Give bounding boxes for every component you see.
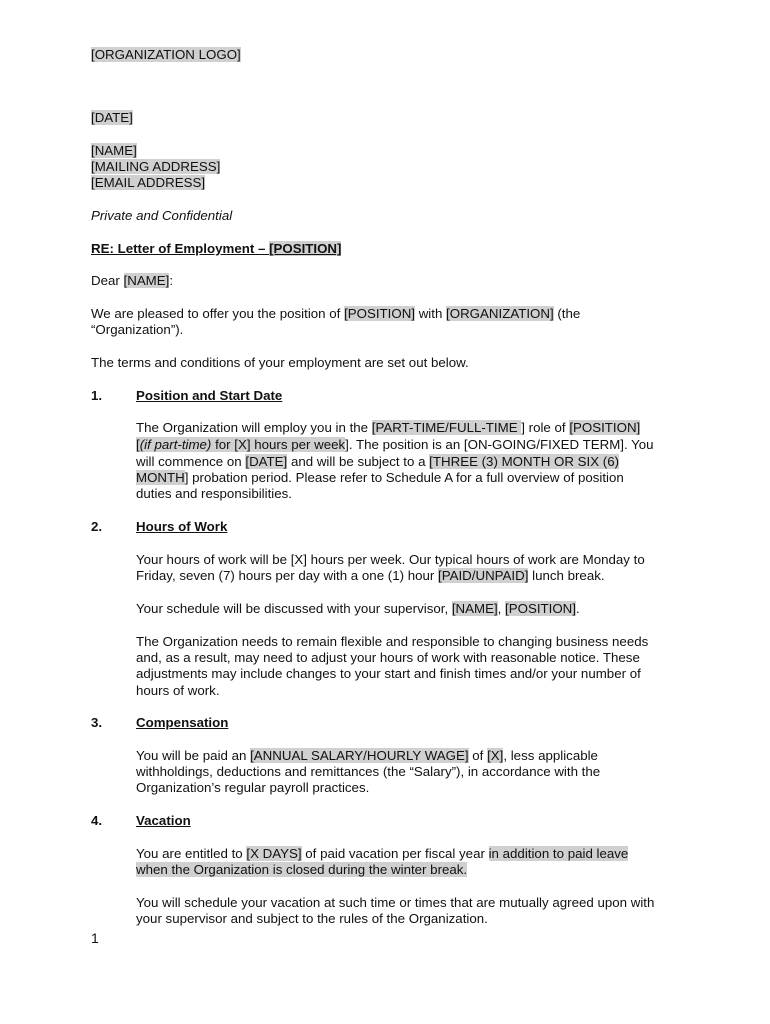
confidential-notice: Private and Confidential: [91, 208, 233, 223]
section-1-number: 1.: [91, 388, 103, 403]
section-3-line-2: withholdings, deductions and remittances (the “Salary”), in accordance with the: [136, 764, 601, 779]
terms-intro: The terms and conditions of your employment are set out below.: [91, 355, 469, 370]
section-1-line-2: [(if part-time) for [X] hours per week]. The position is an [ON-GOING/FIXED TERM]. You: [136, 437, 654, 452]
page-number: 1: [91, 930, 99, 946]
section-4-p1-line-1: You are entitled to [X DAYS] of paid vacation per fiscal year in addition to paid leave: [136, 846, 629, 861]
subject-position: [POSITION]: [269, 241, 342, 256]
section-2-p2: Your schedule will be discussed with your supervisor, [NAME], [POSITION].: [136, 601, 580, 616]
section-1-line-3: will commence on [DATE] and will be subject to a [THREE (3) MONTH OR SIX (6): [136, 454, 620, 469]
recipient-mailing-address: [MAILING ADDRESS]: [91, 159, 221, 174]
section-2-p1-line-2: Friday, seven (7) hours per day with a one (1) hour [PAID/UNPAID] lunch break.: [136, 568, 605, 583]
section-2-number: 2.: [91, 519, 103, 534]
section-4-number: 4.: [91, 813, 103, 828]
salutation: Dear [NAME]:: [91, 273, 174, 288]
section-1-heading: Position and Start Date: [136, 388, 283, 403]
organization-logo-placeholder: [ORGANIZATION LOGO]: [91, 47, 241, 62]
recipient-name: [NAME]: [91, 143, 137, 158]
recipient-email-address: [EMAIL ADDRESS]: [91, 175, 206, 190]
section-4-p1-line-2: when the Organization is closed during the winter break.: [136, 862, 468, 877]
section-2-p3-line-1: The Organization needs to remain flexible and responsible to changing business needs: [136, 634, 649, 649]
section-4-heading: Vacation: [136, 813, 191, 828]
section-3-line-3: Organization’s regular payroll practices.: [136, 780, 370, 795]
intro-line-2: “Organization”).: [91, 322, 184, 337]
date-placeholder: [DATE]: [91, 110, 133, 125]
section-2-p3-line-4: hours of work.: [136, 683, 220, 698]
section-3-heading: Compensation: [136, 715, 229, 730]
section-3-line-1: You will be paid an [ANNUAL SALARY/HOURLY WAGE] of [X], less applicable: [136, 748, 598, 763]
intro-line-1: We are pleased to offer you the position of [POSITION] with [ORGANIZATION] (the: [91, 306, 581, 321]
subject-prefix: RE: Letter of Employment –: [91, 241, 270, 256]
section-3-number: 3.: [91, 715, 103, 730]
section-1-line-4: MONTH] probation period. Please refer to Schedule A for a full overview of position: [136, 470, 624, 485]
section-4-p2-line-2: your supervisor and subject to the rules of the Organization.: [136, 911, 488, 926]
section-2-p1-line-1: Your hours of work will be [X] hours per week. Our typical hours of work are Monday to: [136, 552, 645, 567]
section-1-line-5: duties and responsibilities.: [136, 486, 292, 501]
section-1-line-1: The Organization will employ you in the [PART-TIME/FULL-TIME ] role of [POSITION]: [136, 420, 641, 435]
section-2-heading: Hours of Work: [136, 519, 228, 534]
salutation-name: [NAME]: [123, 273, 170, 288]
section-2-p3-line-3: adjustments may include changes to your start and finish times and/or your number of: [136, 666, 641, 681]
subject-line: [91, 241, 341, 257]
section-2-p3-line-2: and, as a result, may need to adjust your hours of work with reasonable notice. These: [136, 650, 640, 665]
section-4-p2-line-1: You will schedule your vacation at such time or times that are mutually agreed upon with: [136, 895, 655, 910]
